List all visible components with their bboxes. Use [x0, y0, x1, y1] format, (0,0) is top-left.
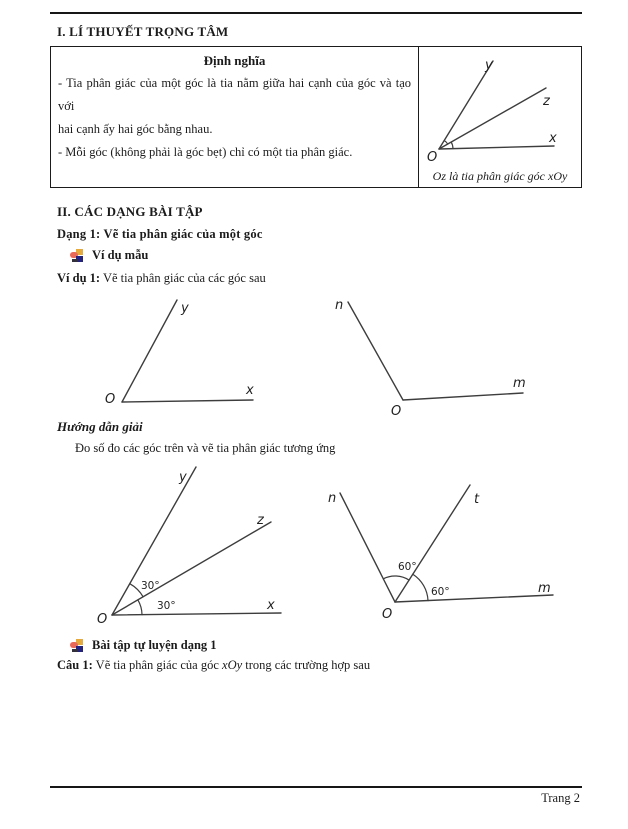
plus-bullet-icon: [70, 639, 83, 652]
ray-ot-bisector: [395, 485, 470, 602]
ray-label-t: t: [474, 492, 480, 507]
ray-oy: [112, 467, 196, 615]
question-1-post: trong các trường hợp sau: [242, 658, 371, 672]
icon-dark-block: [72, 649, 78, 652]
example-1-text: [57, 271, 266, 286]
question-1-label: Câu 1:: [57, 658, 93, 672]
ray-on: [340, 493, 395, 602]
angle-arc-lower: [451, 142, 453, 149]
ray-on: [348, 302, 403, 400]
ray-label-m: m: [538, 581, 551, 596]
ray-ox: [122, 400, 253, 402]
ray-ox: [439, 146, 554, 149]
ray-label-n: n: [328, 491, 337, 506]
definition-diagram: [421, 49, 581, 169]
ray-label-y: y: [485, 58, 493, 73]
definition-diagram-cell: [419, 47, 581, 187]
ray-label-y: y: [179, 470, 187, 485]
question-1-text: [57, 658, 370, 673]
angle-value-not: 60°: [398, 561, 417, 573]
vertex-label-O: O: [97, 612, 108, 627]
angle-value-tom: 60°: [431, 586, 450, 598]
definition-table: [50, 46, 582, 188]
section-1-heading: I. LÍ THUYẾT TRỌNG TÂM: [57, 24, 229, 39]
ray-oz-bisector: [112, 522, 271, 615]
ray-oy: [439, 61, 493, 149]
question-1-math: xOy: [222, 658, 243, 672]
vertex-label-O: O: [105, 392, 116, 407]
practice-label: Bài tập tự luyện dạng 1: [92, 638, 217, 652]
angle-arc-xoz: [138, 600, 142, 615]
solution-diagram-xoy: [85, 458, 297, 632]
ray-label-y: y: [181, 301, 189, 316]
section-2-heading: II. CÁC DẠNG BÀI TẬP: [57, 204, 203, 219]
sample-example-row: [70, 248, 148, 263]
example-1-body: Vẽ tia phân giác của các góc sau: [100, 271, 266, 285]
ray-label-z: z: [543, 94, 550, 109]
example-diagram-xoy: [95, 292, 270, 414]
example-diagram-nom: [325, 292, 537, 420]
definition-text-cell: [51, 47, 419, 187]
angle-arc-tom: [413, 574, 428, 600]
example-1-label: Ví dụ 1:: [57, 271, 101, 285]
definition-line-2: hai cạnh ấy hai góc bằng nhau.: [58, 122, 213, 136]
vertex-label-O: O: [382, 607, 393, 622]
sample-example-label: Ví dụ mẫu: [92, 248, 149, 262]
diagram-caption: Oz là tia phân giác góc xOy: [432, 169, 568, 183]
footer-rule: [50, 786, 582, 788]
angle-value-xoz: 30°: [157, 600, 176, 612]
ray-label-x: x: [549, 131, 557, 146]
ray-label-z: z: [257, 513, 264, 528]
question-1-pre: Vẽ tia phân giác của góc: [92, 658, 223, 672]
icon-dark-block: [72, 259, 78, 262]
vertex-label-O: O: [391, 404, 402, 419]
definition-line-3: - Mỗi góc (không phải là góc bẹt) chỉ có một tia phân giác.: [58, 145, 353, 159]
ray-om: [395, 595, 553, 602]
practice-row: [70, 638, 217, 653]
ray-oz: [439, 88, 546, 149]
ray-label-n: n: [335, 298, 344, 313]
vertex-label-O: O: [427, 150, 438, 165]
ray-label-x: x: [267, 598, 275, 613]
angle-arc-upper: [444, 141, 448, 145]
ray-ox: [112, 613, 281, 615]
ray-oy: [122, 300, 177, 402]
type-1-heading: Dạng 1: Vẽ tia phân giác của một góc: [57, 227, 263, 241]
definition-title: Định nghĩa: [203, 53, 266, 68]
solution-diagram-nom: [318, 458, 570, 628]
angle-value-zoy: 30°: [141, 580, 160, 592]
plus-bullet-icon: [70, 249, 83, 262]
ray-label-m: m: [513, 376, 526, 391]
ray-om: [403, 393, 523, 400]
angle-arc-not: [383, 576, 409, 580]
definition-line-1: - Tia phân giác của một góc là tia nằm giữa hai cạnh của góc và tạo với: [58, 76, 411, 113]
page-number: Trang 2: [541, 791, 580, 805]
solution-heading: Hướng dẫn giải: [57, 419, 143, 434]
solution-instruction: Đo số đo các góc trên và vẽ tia phân giác tương ứng: [75, 441, 336, 455]
ray-label-x: x: [246, 383, 254, 398]
header-rule: [50, 12, 582, 14]
